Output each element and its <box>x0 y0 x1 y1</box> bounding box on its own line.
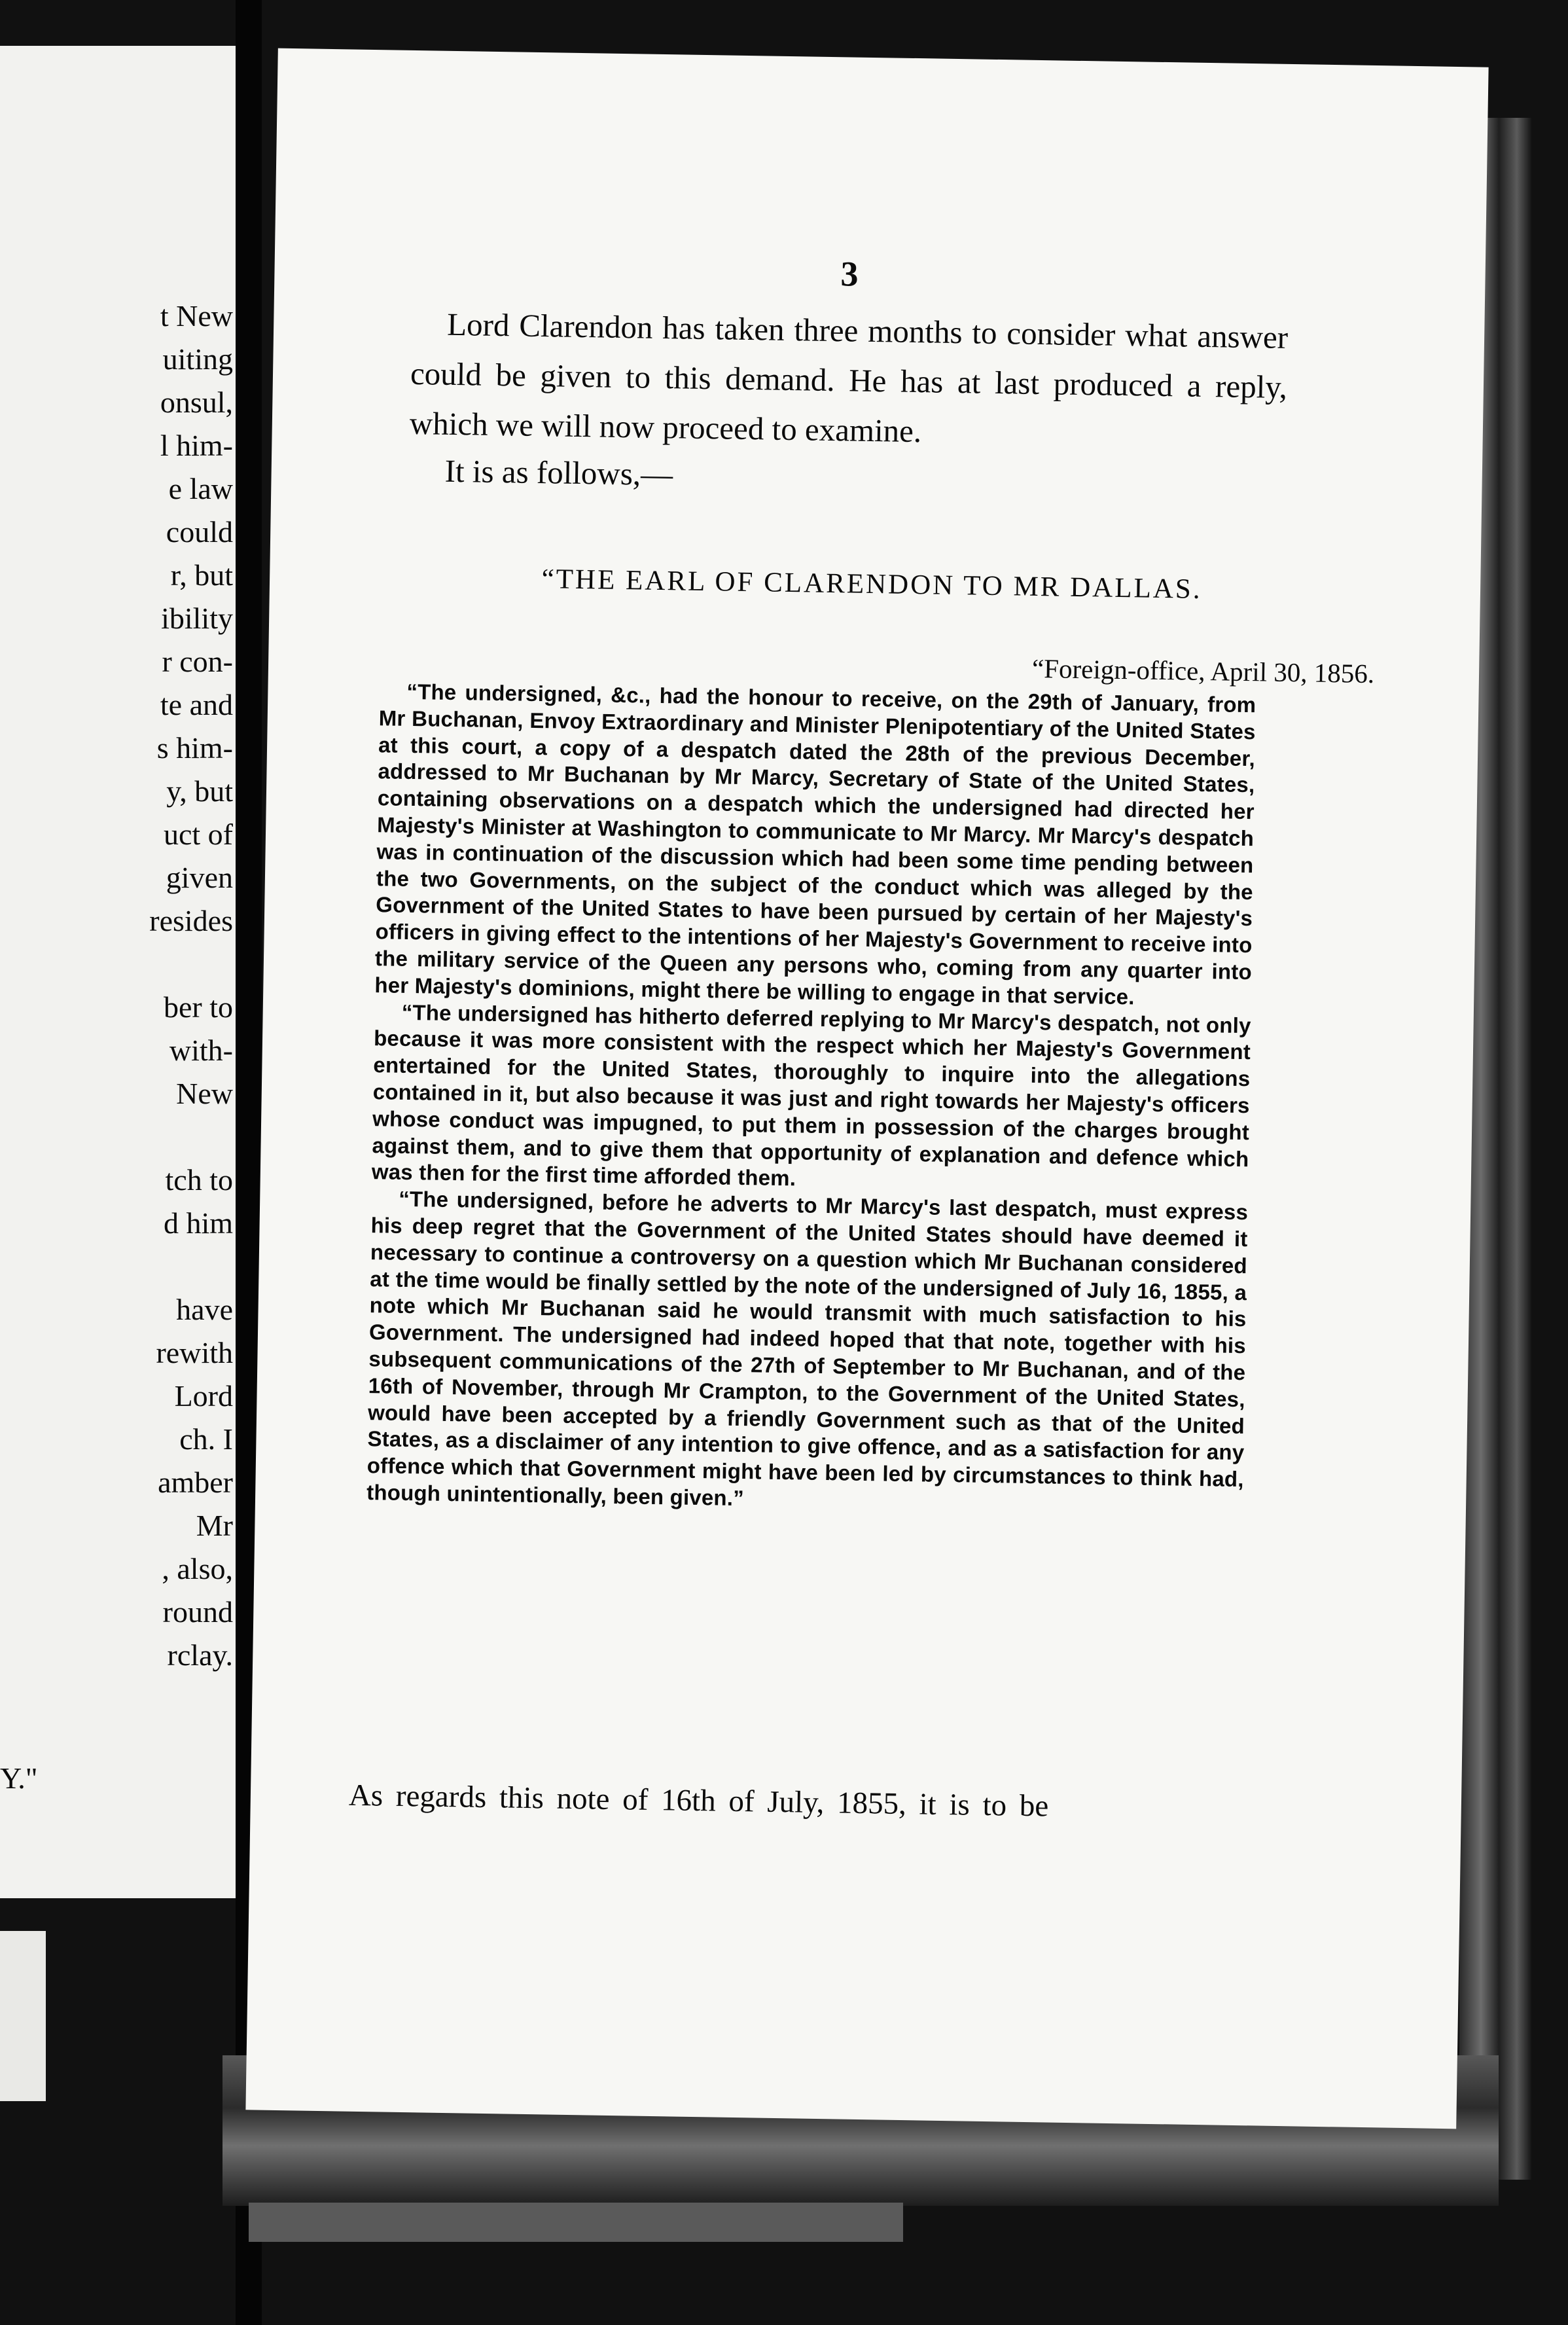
left-facing-page <box>0 46 236 1898</box>
left-page-stub <box>0 1931 46 2101</box>
left-line: r, but <box>170 558 233 592</box>
left-line: t New <box>160 299 233 333</box>
left-line: round <box>162 1595 233 1629</box>
left-line: ibility <box>161 602 233 635</box>
intro-paragraph: Lord Clarendon has taken three months to consider what answer could be given to this demand. He has at last produced a reply, which we will now proceed to examine. <box>409 306 1289 450</box>
closing-line: As regards this note of 16th of July, 1855, it is to be <box>348 1778 1049 1824</box>
intro-follow-line: It is as follows,— <box>444 452 673 493</box>
letter-paragraph: “The undersigned has hitherto deferred replying to Mr Marcy's despatch, not only because it was more consistent with the respect which her Majesty's Government entertained for the United States, thoroughly to inquire into the allegations contained in it, but also because it was just and right towards her Majesty's officers whose conduct was impugned, to put them in possession of the charges brought against them, and to give them that opportunity of explanation and defence which was then for the first time afforded them. <box>371 1000 1251 1191</box>
left-line: Lord <box>174 1379 233 1413</box>
left-line: l him- <box>160 429 233 462</box>
left-line: have <box>176 1293 233 1326</box>
left-line-gap <box>149 1115 233 1159</box>
left-line: with- <box>169 1034 233 1067</box>
letter-paragraph: “The undersigned, before he adverts to Mr Marcy's last despatch, must express his deep regret that the Government of the United States should have deemed it necessary to continue a controversy on a question which Mr Buchanan considered at the time would be finally settled by the note of the undersigned of July 16, 1855, a note which Mr Buchanan said he would transmit with much satisfaction to his Government. The undersigned had indeed hoped that that note, together with his subsequent communications of the 27th of September to Mr Buchanan, and of the 16th of November, through Mr Crampton, to the Government of the United States, would have been accepted by a friendly Government such as that of the United States, as a disclaimer of any intention to give offence, and as a satisfaction for any offence which that Government might have been led by circumstances to think had, though unintentionally, been given.” <box>366 1186 1249 1511</box>
left-page-footer: Y." <box>0 1761 38 1795</box>
left-line: resides <box>149 904 233 937</box>
left-line: could <box>166 515 233 549</box>
left-line: given <box>166 861 233 894</box>
left-line: tch to <box>165 1163 233 1197</box>
left-line: rewith <box>156 1336 233 1369</box>
left-page-text <box>149 295 233 1677</box>
letter-body <box>366 678 1256 1520</box>
left-line-gap <box>149 1245 233 1288</box>
letter-heading: “THE EARL OF CLARENDON TO MR DALLAS. <box>541 564 1202 605</box>
left-line: rclay. <box>167 1638 233 1672</box>
left-line: ch. I <box>179 1422 233 1456</box>
left-line: d him <box>163 1206 233 1240</box>
left-line: onsul, <box>160 386 233 419</box>
left-line: s him- <box>156 731 233 765</box>
left-line: r con- <box>162 645 233 678</box>
left-line: uct of <box>163 818 233 851</box>
left-line: New <box>176 1077 233 1110</box>
left-line-gap <box>149 943 233 986</box>
left-line: y, but <box>166 774 233 808</box>
main-page <box>245 48 1488 2129</box>
letter-dateline: “Foreign-office, April 30, 1856. <box>1031 653 1375 689</box>
left-line: Mr <box>196 1509 233 1542</box>
left-line: te and <box>160 688 233 721</box>
letter-paragraph: “The undersigned, &c., had the honour to receive, on the 29th of January, from Mr Buchanan, Envoy Extraordinary and Minister Plenipotentiary of the United States at this court, a copy of a despatch dated the 28th of the previous December, addressed to Mr Buchanan by Mr Marcy, Secretary of State of the United States, containing observations on a despatch which the undersigned had directed her Majesty's Minister at Washington to communicate to Mr Marcy. Mr Marcy's despatch was in continuation of the discussion which had been some time pending between the two Governments, on the subject of the conduct which was alleged by the Government of the United States to have been pursued by certain of her Majesty's officers in giving effect to the intentions of her Majesty's Government to receive into the military service of the Queen any persons who, coming from any quarter into her Majesty's dominions, might there be willing to engage in that service. <box>374 679 1256 1009</box>
left-line: amber <box>158 1466 233 1499</box>
book-edge-bottom-lower <box>249 2203 903 2242</box>
left-line: uiting <box>162 342 233 376</box>
left-line: ber to <box>163 990 233 1024</box>
page-number: 3 <box>840 254 859 294</box>
left-line: , also, <box>162 1552 233 1585</box>
left-line: e law <box>168 472 233 505</box>
